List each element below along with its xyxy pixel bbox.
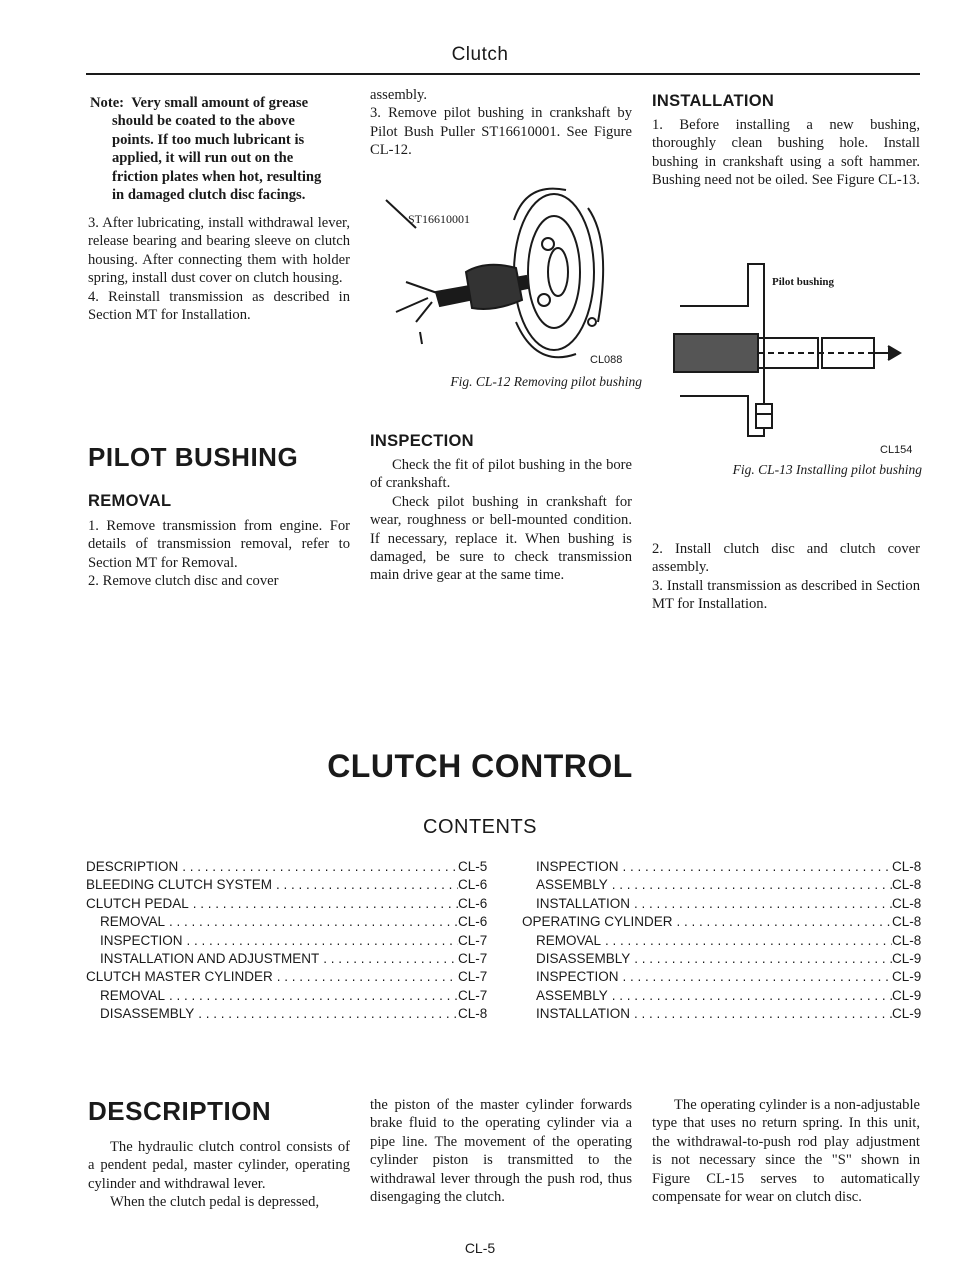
removal-step-1: 1. Remove transmission from engine. For details of transmission removal, refer to Section MT for Removal. bbox=[88, 518, 350, 571]
removal-steps bbox=[88, 517, 350, 591]
note-line-3: points. If too much lubricant is bbox=[112, 131, 305, 148]
contents-label: CONTENTS bbox=[423, 816, 537, 838]
step-3-remove-pilot: 3. Remove pilot bushing in crankshaft by Pilot Bush Puller ST16610001. See Figure CL-12. bbox=[370, 105, 632, 159]
page-header-title: Clutch bbox=[451, 44, 509, 65]
toc-entry[interactable]: INSTALLATION . . . CL-8 bbox=[522, 895, 926, 913]
inspection-text bbox=[370, 456, 632, 585]
toc-entry[interactable]: INSPECTION . . . CL-7 bbox=[86, 932, 492, 950]
removal-heading: REMOVAL bbox=[88, 492, 172, 510]
toc-entry[interactable]: INSTALLATION AND ADJUSTMENT . . . CL-7 bbox=[86, 950, 492, 968]
fig13-code: CL154 bbox=[880, 444, 913, 456]
header-rule bbox=[86, 73, 920, 75]
toc-entry[interactable]: DESCRIPTION . . . CL-5 bbox=[86, 858, 492, 876]
description-para-1: The hydraulic clutch control consists of a pendent pedal, master cylinder, operating cylinder and withdrawal lever. bbox=[88, 1139, 350, 1192]
mid-top-text bbox=[370, 86, 632, 160]
note-label: Note: bbox=[90, 95, 125, 111]
toc-entry[interactable]: REMOVAL . . . CL-8 bbox=[522, 932, 926, 950]
clutch-control-title: CLUTCH CONTROL bbox=[327, 748, 633, 784]
fig13-label: Pilot bushing bbox=[772, 276, 835, 288]
toc-entry[interactable]: DISASSEMBLY . . . CL-9 bbox=[522, 950, 926, 968]
installation-step-1: 1. Before installing a new bushing, thoroughly clean bushing hole. Install bushing in crankshaft using a soft hammer. Bushing need not be oiled. See Figure CL-13. bbox=[652, 117, 920, 189]
figure-cl-13 bbox=[660, 254, 922, 464]
step-4-reinstall: 4. Reinstall transmission as described in Section MT for Installation. bbox=[88, 288, 350, 324]
inspection-para-1: Check the fit of pilot bushing in the bore of crankshaft. bbox=[370, 457, 632, 492]
toc-right bbox=[522, 858, 926, 1024]
figure-cl-12 bbox=[376, 172, 638, 372]
fig12-tool-label: ST16610001 bbox=[408, 212, 471, 226]
toc-entry[interactable]: CLUTCH MASTER CYLINDER . . . CL-7 bbox=[86, 968, 492, 986]
note-line-5: friction plates when hot, resulting bbox=[112, 168, 322, 185]
description-right-text: The operating cylinder is a non-adjustable type that uses no return spring. In this unit, the withdrawal-to-push rod play adjustment is not necessary since the "S" shown in Figure CL-15 serves to automatically compensate for wear on clutch disc. bbox=[652, 1097, 920, 1206]
description-heading: DESCRIPTION bbox=[88, 1096, 272, 1126]
pilot-bushing-heading: PILOT BUSHING bbox=[88, 442, 299, 472]
note-line-4: applied, it will run out on the bbox=[112, 150, 294, 167]
fig12-caption: Fig. CL-12 Removing pilot bushing bbox=[450, 374, 642, 389]
toc-entry[interactable]: REMOVAL . . . CL-7 bbox=[86, 987, 492, 1005]
page-number: CL-5 bbox=[464, 1240, 496, 1256]
description-left-text bbox=[88, 1138, 350, 1212]
toc-entry[interactable]: BLEEDING CLUTCH SYSTEM . . . CL-6 bbox=[86, 876, 492, 894]
step-3-lubricating: 3. After lubricating, install withdrawal lever, release bearing and bearing sleeve on clutch housing. After connecting them with holder spring, install dust cover on clutch housing. bbox=[88, 215, 350, 287]
assembly-continuation: assembly. bbox=[370, 87, 428, 103]
installation-heading: INSTALLATION bbox=[652, 92, 775, 110]
note-block bbox=[90, 94, 348, 204]
installation-steps-2-3 bbox=[652, 540, 920, 614]
description-mid-text: the piston of the master cylinder forwards brake fluid to the operating cylinder via a pipe line. The movement of the operating cylinder piston is transmitted to the withdrawal lever through the push rod, thus disengaging the clutch. bbox=[370, 1097, 632, 1206]
toc-entry[interactable]: OPERATING CYLINDER . . . CL-8 bbox=[522, 913, 926, 931]
installation-step-2: 2. Install clutch disc and clutch cover assembly. bbox=[652, 541, 920, 576]
left-steps bbox=[88, 214, 350, 324]
note-line-6: in damaged clutch disc facings. bbox=[112, 187, 306, 204]
fig12-code: CL088 bbox=[590, 354, 623, 366]
inspection-heading: INSPECTION bbox=[370, 432, 474, 450]
pilot-bush-puller-drawing bbox=[376, 172, 638, 372]
toc-entry[interactable]: DISASSEMBLY . . . CL-8 bbox=[86, 1005, 492, 1023]
fig13-caption: Fig. CL-13 Installing pilot bushing bbox=[732, 462, 922, 477]
inspection-para-2: Check pilot bushing in crankshaft for wear, roughness or bell-mounted condition. If necessary, replace it. When bushing is damaged, be sure to check transmission main drive gear at the same time. bbox=[370, 493, 632, 584]
toc-entry[interactable]: INSTALLATION . . . CL-9 bbox=[522, 1005, 926, 1023]
installation-step-3: 3. Install transmission as described in Section MT for Installation. bbox=[652, 577, 920, 613]
description-para-2: When the clutch pedal is depressed, bbox=[110, 1194, 320, 1211]
toc-entry[interactable]: INSPECTION . . . CL-9 bbox=[522, 968, 926, 986]
toc-entry[interactable]: ASSEMBLY . . . CL-8 bbox=[522, 876, 926, 894]
note-line-1: Very small amount of grease bbox=[131, 95, 309, 111]
toc-entry[interactable]: ASSEMBLY . . . CL-9 bbox=[522, 987, 926, 1005]
removal-step-2: 2. Remove clutch disc and cover bbox=[88, 573, 279, 590]
toc-left bbox=[86, 858, 492, 1024]
toc-entry[interactable]: REMOVAL . . . CL-6 bbox=[86, 913, 492, 931]
toc-entry[interactable]: CLUTCH PEDAL . . . CL-6 bbox=[86, 895, 492, 913]
toc-entry[interactable]: INSPECTION . . . CL-8 bbox=[522, 858, 926, 876]
note-line-2: should be coated to the above bbox=[112, 113, 295, 130]
